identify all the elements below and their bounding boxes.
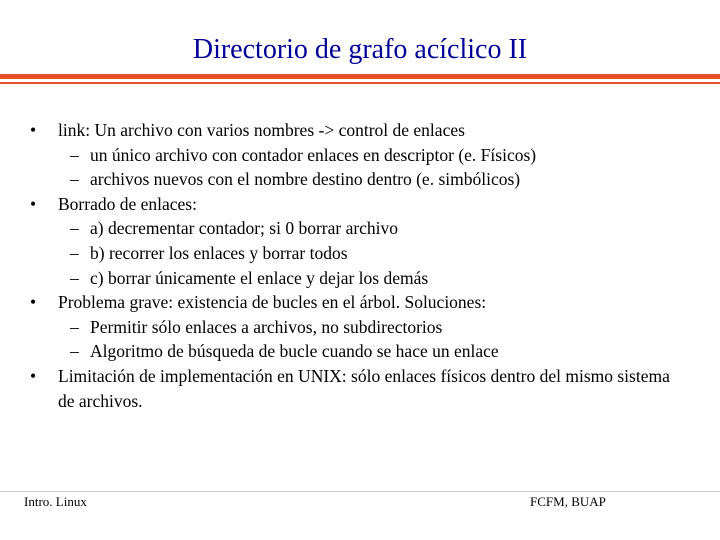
bullet-list [30, 118, 690, 413]
dash-mark: – [70, 144, 79, 165]
bullet-item [30, 364, 690, 413]
bullet-mark: • [30, 292, 37, 313]
footer-rule [0, 491, 720, 492]
sub-text: b) recorrer los enlaces y borrar todos [90, 242, 348, 263]
sub-text: Algoritmo de búsqueda de bucle cuando se hace un enlace [90, 341, 499, 362]
sub-text: a) decrementar contador; si 0 borrar archivo [90, 218, 399, 239]
bullet-text: Borrado de enlaces: [58, 193, 197, 214]
bullet-item [30, 192, 690, 217]
bullet-text: Problema grave: existencia de bucles en el árbol. Soluciones: [58, 292, 487, 313]
bullet-text: Limitación de implementación en UNIX: sólo enlaces físicos dentro del mismo sistema de archivos. [58, 365, 670, 411]
sub-text: archivos nuevos con el nombre destino dentro (e. simbólicos) [90, 169, 521, 190]
dash-mark: – [70, 242, 79, 263]
sub-item [30, 339, 690, 364]
bullet-item [30, 118, 690, 143]
dash-mark: – [70, 341, 79, 362]
bullet-mark: • [30, 365, 37, 386]
dash-mark: – [70, 169, 79, 190]
sub-item [30, 143, 690, 168]
sub-item [30, 216, 690, 241]
sub-text: c) borrar únicamente el enlace y dejar los demás [90, 267, 429, 288]
sub-text: Permitir sólo enlaces a archivos, no subdirectorios [90, 316, 443, 337]
sub-item [30, 167, 690, 192]
sub-text: un único archivo con contador enlaces en descriptor (e. Físicos) [90, 144, 537, 165]
dash-mark: – [70, 316, 79, 337]
footer-institution-label: FCFM, BUAP [530, 494, 606, 509]
sub-item [30, 266, 690, 291]
title-rule-thin [0, 82, 720, 84]
bullet-lead: link [58, 120, 86, 140]
bullet-item [30, 290, 690, 315]
dash-mark: – [70, 218, 79, 239]
sub-item [30, 241, 690, 266]
bullet-mark: • [30, 193, 37, 214]
title-rule-thick [0, 74, 720, 79]
slide-title: Directorio de grafo acíclico II [192, 34, 528, 65]
footer-course-label: Intro. Linux [24, 494, 87, 509]
bullet-text: : Un archivo con varios nombres -> control de enlaces [85, 120, 465, 140]
bullet-mark: • [30, 120, 37, 140]
sub-item [30, 315, 690, 340]
dash-mark: – [70, 267, 79, 288]
